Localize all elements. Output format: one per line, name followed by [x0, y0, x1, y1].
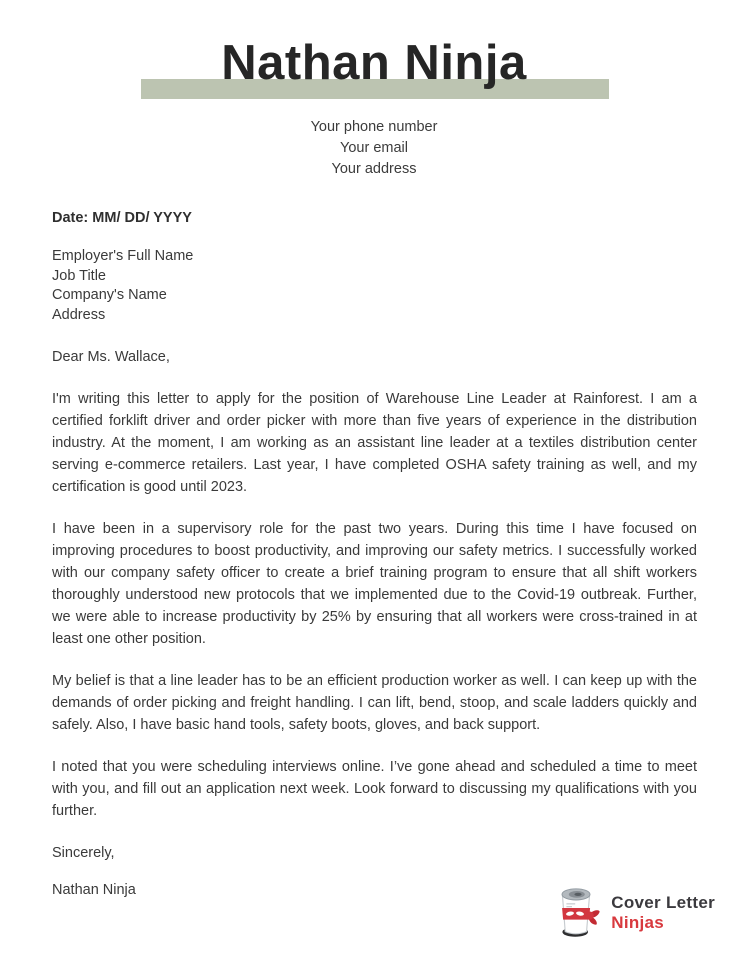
contact-block — [0, 117, 748, 180]
letter-header — [0, 0, 748, 104]
contact-phone-placeholder: Your phone number — [310, 119, 438, 135]
cover-letter-ninjas-logo — [552, 883, 715, 941]
contact-email-placeholder: Your email — [340, 140, 408, 156]
body-paragraph-1: I'm writing this letter to apply for the position of Warehouse Line Leader at Rainforest. I am a certified forklift driver and order picker with more than five years of experience in the distribution industry. At the moment, I am working as an assistant line leader at a textiles distribution center serving e-commerce retailers. Last year, I have completed OSHA safety training as well, and my certification is good until 2023. — [52, 390, 697, 495]
date-line: Date: MM/ DD/ YYYY — [52, 210, 192, 226]
closing-line: Sincerely, — [52, 844, 115, 861]
logo-wordmark — [611, 894, 715, 931]
recipient-block — [52, 247, 697, 326]
signature-name: Nathan Ninja — [52, 881, 136, 898]
recipient-job-title: Job Title — [52, 267, 106, 284]
salutation-line: Dear Ms. Wallace, — [52, 348, 170, 365]
letter-body — [0, 207, 748, 901]
logo-text-ninjas: Ninjas — [611, 912, 665, 932]
contact-address-placeholder: Your address — [331, 161, 417, 177]
recipient-address: Address — [52, 307, 106, 324]
body-paragraph-4: I noted that you were scheduling interviews online. I’ve gone ahead and scheduled a time to meet with you, and fill out an application next week. Look forward to discussing my qualifications with you further. — [52, 758, 697, 819]
recipient-full-name: Employer's Full Name — [52, 248, 194, 264]
body-paragraph-2: I have been in a supervisory role for the past two years. During this time I have focused on improving procedures to boost productivity, and improving our safety metrics. I successfully worked with our company safety officer to create a brief training program to ensure that all shift workers thoroughly understood new protocols that we implemented due to the Covid-19 outbreak. Further, we were able to increase productivity by 25% by ensuring that all workers were cross-trained in at least one other position. — [52, 520, 697, 647]
ninja-scroll-mascot-icon — [552, 883, 600, 941]
candidate-name-title: Nathan Ninja — [221, 36, 527, 90]
logo-text-cover-letter: Cover Letter — [611, 892, 715, 912]
body-paragraph-3: My belief is that a line leader has to be an efficient production worker as well. I can keep up with the demands of order picking and freight handling. I can lift, bend, stoop, and scale ladders quickly and safely. Also, I have basic hand tools, safety boots, gloves, and back support. — [52, 672, 697, 733]
recipient-company-name: Company's Name — [52, 287, 167, 304]
